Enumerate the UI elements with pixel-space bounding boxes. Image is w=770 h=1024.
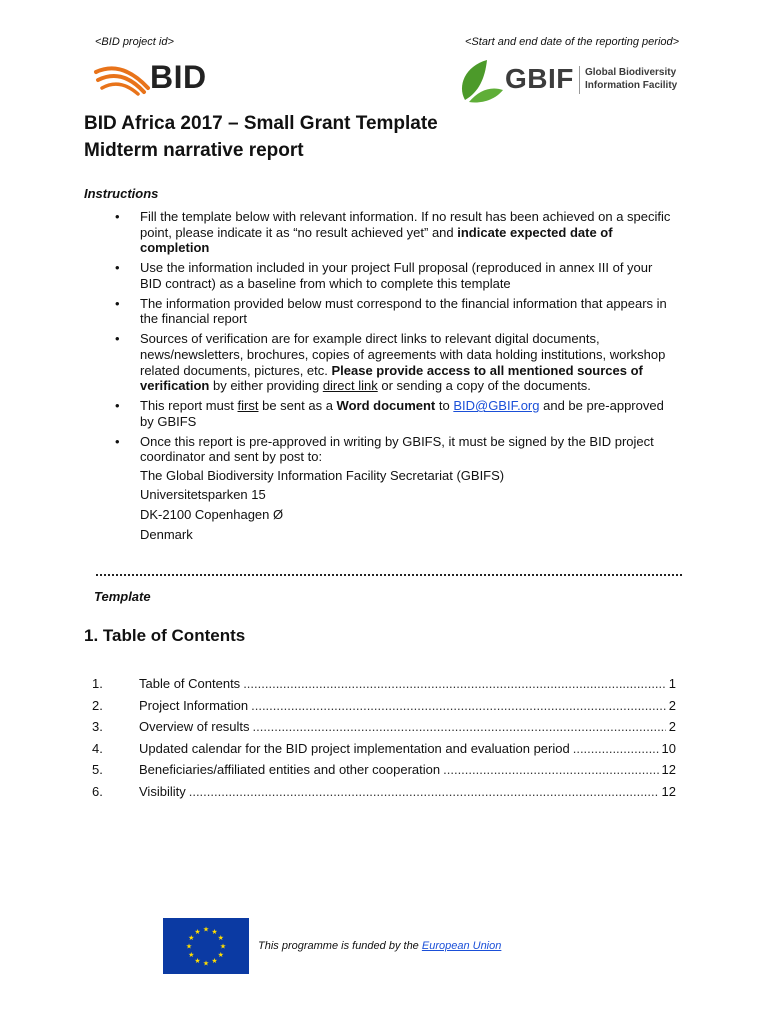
bullet-icon: •: [115, 331, 120, 347]
toc-page: 2: [668, 697, 676, 713]
document-title: [84, 110, 438, 164]
address-line: Denmark: [140, 526, 193, 542]
bid-logo-text: BID: [150, 59, 207, 95]
toc-entry[interactable]: [92, 741, 676, 763]
eu-star-icon: ★: [188, 952, 195, 959]
toc-page: 1: [668, 676, 676, 691]
eu-star-icon: ★: [194, 958, 201, 966]
bullet-icon: •: [115, 433, 120, 449]
bid-waves-icon: [92, 58, 152, 96]
toc-label: Overview of results: [139, 719, 250, 734]
gbif-leaf-icon: [455, 56, 505, 106]
funding-note: This programme is funded by the European Union: [258, 940, 502, 952]
list-item: • Fill the template below with relevant information. If no result has been achieved on a specific point, please indicate it as “no result achieved yet” and indicate expected date of completion: [115, 209, 671, 256]
bullet-icon: •: [115, 260, 120, 276]
eu-flag-icon: [163, 918, 249, 974]
european-union-link[interactable]: European Union: [421, 940, 502, 952]
toc-number: 1.: [92, 676, 103, 691]
toc-label: Project Information: [139, 697, 249, 713]
bullet-icon: •: [115, 209, 120, 224]
gbif-logo-text: GBIF: [505, 63, 574, 94]
address-line: DK-2100 Copenhagen Ø: [140, 507, 284, 523]
toc-page: 10: [661, 740, 676, 756]
template-heading: Template: [94, 589, 151, 604]
gbif-logo-divider: [579, 66, 580, 94]
toc-label: Visibility: [139, 783, 186, 799]
toc-entry[interactable]: [92, 698, 676, 720]
address-line: The Global Biodiversity Information Facility Secretariat (GBIFS): [140, 467, 505, 483]
toc-number: 2.: [92, 697, 103, 713]
toc-leader: [573, 741, 659, 757]
toc-number: 6.: [92, 783, 103, 799]
gbif-logo: [455, 56, 680, 106]
toc-label: Table of Contents: [139, 676, 241, 691]
table-of-contents: [92, 676, 676, 805]
toc-leader: [253, 719, 666, 735]
eu-star-icon: ★: [211, 928, 218, 936]
toc-entry[interactable]: [92, 719, 676, 741]
list-item: • The information provided below must correspond to the financial information that appears in the financial report: [115, 295, 667, 327]
email-link[interactable]: BID@GBIF.org: [453, 398, 540, 414]
toc-page: 12: [661, 762, 676, 777]
eu-star-icon: ★: [194, 928, 201, 936]
list-item: • Once this report is pre-approved in writing by GBIFS, it must be signed by the BID project coordinator and sent by post to: The Global Biodiversity Information Facility Secretariat (GBIFS) Universitetsparken 15 DK-2100 Copenhagen Ø Denmark: [115, 434, 675, 545]
toc-label: Beneficiaries/affiliated entities and other cooperation: [139, 762, 441, 777]
title-line-1: BID Africa 2017 – Small Grant Template: [84, 113, 438, 134]
eu-star-icon: ★: [202, 960, 210, 968]
toc-leader: [443, 762, 658, 778]
toc-number: 5.: [92, 762, 103, 777]
project-id-placeholder: <BID project id>: [95, 36, 174, 48]
toc-number: 3.: [92, 719, 103, 734]
eu-stars: [163, 918, 249, 974]
gbif-logo-subtitle: Global Biodiversity Information Facility: [585, 67, 678, 91]
list-item: • Sources of verification are for example direct links to relevant digital documents, news/newsletters, brochures, copies of agreements with data holding institutions, workshop related documents, pictures, etc. Please provide access to all mentioned sources of verification by either providing direct link or sending a copy of the documents.: [115, 331, 666, 394]
toc-page: 2: [668, 719, 676, 734]
list-item: • Use the information included in your project Full proposal (reproduced in annex III of your BID contract) as a baseline from which to complete this template: [115, 260, 653, 291]
eu-star-icon: ★: [185, 943, 193, 951]
toc-entry[interactable]: [92, 784, 676, 806]
toc-leader: [243, 676, 666, 692]
list-item: • This report must first be sent as a Word document to BID@GBIF.org and be pre-approved by GBIFS: [115, 398, 664, 429]
toc-heading: 1. Table of Contents: [84, 626, 246, 645]
bullet-icon: •: [115, 295, 120, 311]
reporting-period-placeholder: <Start and end date of the reporting period>: [465, 36, 680, 48]
eu-star-icon: ★: [211, 958, 218, 966]
eu-star-icon: ★: [188, 935, 195, 942]
toc-leader: [189, 784, 659, 800]
bid-logo: [92, 58, 212, 96]
bullet-icon: •: [115, 398, 120, 414]
eu-star-icon: ★: [219, 943, 227, 951]
toc-page: 12: [661, 783, 676, 799]
toc-leader: [251, 698, 666, 714]
title-line-2: Midterm narrative report: [84, 140, 304, 161]
eu-star-icon: ★: [202, 926, 210, 934]
eu-star-icon: ★: [217, 935, 224, 942]
address-line: Universitetsparken 15: [140, 487, 266, 503]
eu-star-icon: ★: [217, 952, 224, 959]
postal-address: [140, 466, 675, 544]
dotted-separator: [96, 574, 682, 576]
toc-number: 4.: [92, 740, 103, 756]
toc-entry[interactable]: [92, 762, 676, 784]
toc-label: Updated calendar for the BID project implementation and evaluation period: [139, 740, 570, 756]
toc-entry[interactable]: [92, 676, 676, 698]
instructions-list: [115, 209, 675, 549]
instructions-heading: Instructions: [84, 186, 159, 201]
